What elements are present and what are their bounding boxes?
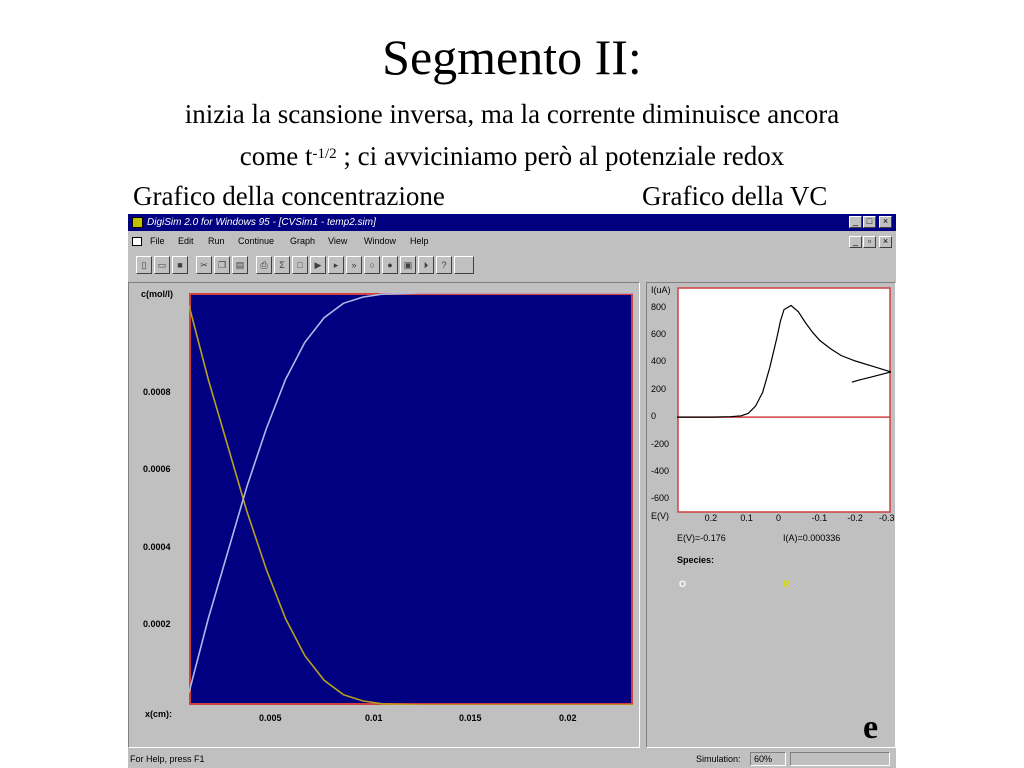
species-r[interactable]: R <box>783 579 790 589</box>
slide-subtitle-line2 <box>0 138 1024 174</box>
status-blank-field <box>790 752 890 766</box>
cv-xtick: 0.1 <box>740 513 753 523</box>
conc-ylabel: c(mol/l) <box>141 289 174 299</box>
toolbar <box>128 252 896 280</box>
child-restore-button[interactable]: ▫ <box>863 236 876 248</box>
conc-ytick: 0.0006 <box>143 464 171 474</box>
sigma-icon[interactable]: Σ <box>274 256 290 274</box>
print-icon[interactable]: ⎙ <box>256 256 272 274</box>
close-button[interactable]: × <box>879 216 892 228</box>
conc-ytick: 0.0008 <box>143 387 171 397</box>
open-icon[interactable]: ▭ <box>154 256 170 274</box>
app-icon[interactable] <box>132 217 143 228</box>
play-icon[interactable]: ▶ <box>310 256 326 274</box>
cv-ytick: 800 <box>651 301 667 312</box>
cv-pane <box>646 282 896 748</box>
conc-xtick: 0.005 <box>259 713 282 723</box>
conc-xtick: 0.01 <box>365 713 383 723</box>
caption-concentration: Grafico della concentrazione <box>133 181 445 211</box>
slide-title: Segmento II: <box>382 29 642 85</box>
help-icon[interactable]: ? <box>436 256 452 274</box>
menu-bar <box>128 233 896 250</box>
cv-xtick: 0 <box>776 513 782 523</box>
conc-xtick: 0.015 <box>459 713 482 723</box>
status-help-text: For Help, press F1 <box>130 754 205 764</box>
cv-ylabel: I(uA) <box>651 285 671 295</box>
conc-ytick: 0.0002 <box>143 619 171 629</box>
menu-continue[interactable]: Continue <box>238 236 275 246</box>
menu-edit[interactable]: Edit <box>178 236 194 246</box>
graph-icon[interactable]: ▣ <box>400 256 416 274</box>
cv-xtick: -0.2 <box>847 513 863 523</box>
cv-xtick: -0.3 <box>879 513 895 523</box>
menu-window[interactable]: Window <box>364 236 397 246</box>
cv-ytick: -200 <box>651 438 670 449</box>
readout-i: I(A)=0.000336 <box>783 533 841 543</box>
blank-button[interactable] <box>454 256 474 274</box>
conc-xlabel: x(cm): <box>145 709 173 719</box>
cv-chart <box>677 287 891 513</box>
plot-area <box>190 294 632 704</box>
cv-ytick: 400 <box>651 356 667 367</box>
digisim-window <box>128 214 896 768</box>
copy-icon[interactable]: ❐ <box>214 256 230 274</box>
menu-view[interactable]: View <box>328 236 348 246</box>
cut-icon[interactable]: ✂ <box>196 256 212 274</box>
forward-icon[interactable]: » <box>346 256 362 274</box>
line2-superscript: -1/2 <box>312 146 337 162</box>
digisim-e-logo: e <box>863 709 879 746</box>
cv-ytick: 600 <box>651 328 667 339</box>
concentration-chart <box>189 293 633 705</box>
caption-cv: Grafico della VC <box>642 181 828 211</box>
menu-file[interactable]: File <box>150 236 165 246</box>
doc-icon[interactable] <box>132 237 142 246</box>
maximize-button[interactable]: □ <box>863 216 876 228</box>
line2-pre: come t <box>239 141 313 171</box>
cv-plot-area <box>678 288 890 512</box>
conc-ytick: 0.0004 <box>143 542 171 552</box>
save-icon[interactable]: ■ <box>172 256 188 274</box>
cv-ytick: -600 <box>651 493 670 504</box>
minimize-button[interactable]: _ <box>849 216 862 228</box>
fast-forward-icon[interactable]: ⏵ <box>418 256 434 274</box>
stop-icon[interactable]: □ <box>292 256 308 274</box>
menu-graph[interactable]: Graph <box>290 236 316 246</box>
window-titlebar[interactable] <box>128 214 896 231</box>
concentration-pane <box>128 282 640 748</box>
species-label: Species: <box>677 555 715 565</box>
child-close-button[interactable]: × <box>879 236 892 248</box>
line2-post: ; ci avviciniamo però al potenziale redox <box>336 141 785 171</box>
cv-ytick: 0 <box>651 411 657 422</box>
conc-xtick: 0.02 <box>559 713 577 723</box>
step-icon[interactable]: ▸ <box>328 256 344 274</box>
cv-xtick: -0.1 <box>811 513 828 523</box>
cv-xtick: 0.2 <box>704 513 718 523</box>
readout-e: E(V)=-0.176 <box>677 533 726 543</box>
status-sim-value: 60% <box>750 752 786 766</box>
child-minimize-button[interactable]: _ <box>849 236 862 248</box>
window-title: DigiSim 2.0 for Windows 95 - [CVSim1 - temp2.sim] <box>147 217 376 228</box>
status-bar <box>128 750 896 768</box>
cv-xlabel: E(V) <box>651 511 669 521</box>
menu-run[interactable]: Run <box>208 236 225 246</box>
slide-subtitle-line1: inizia la scansione inversa, ma la corrente diminuisce ancora <box>184 99 840 129</box>
paste-icon[interactable]: ▤ <box>232 256 248 274</box>
species-o[interactable]: O <box>679 579 687 589</box>
record-icon[interactable]: ● <box>382 256 398 274</box>
new-icon[interactable]: ▯ <box>136 256 152 274</box>
menu-help[interactable]: Help <box>410 236 429 246</box>
pause-icon[interactable]: ○ <box>364 256 380 274</box>
cv-ytick: 200 <box>651 383 667 394</box>
status-sim-label: Simulation: <box>696 754 741 764</box>
cv-ytick: -400 <box>651 465 670 476</box>
